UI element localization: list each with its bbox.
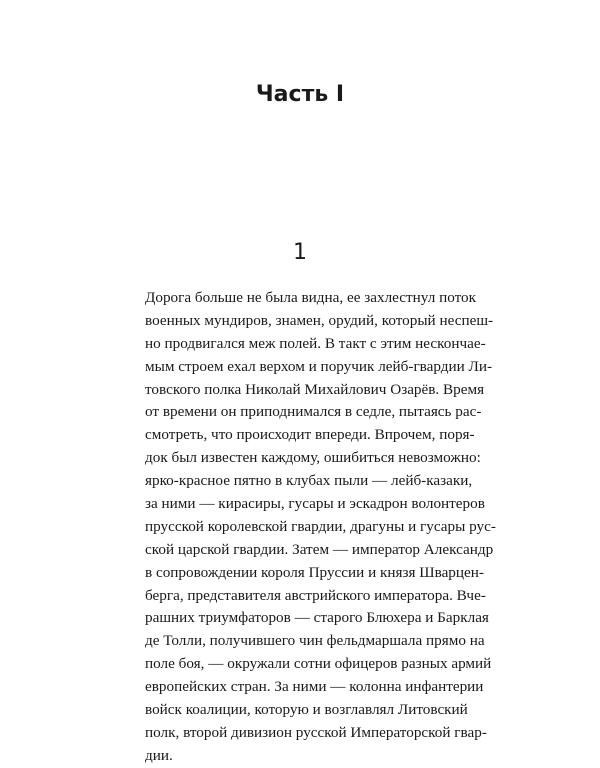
text-line: де Толли, получившего чин фельдмаршала прямо на <box>145 632 485 650</box>
text-line: дии. <box>145 746 173 764</box>
chapter-number: 1 <box>293 240 307 265</box>
text-line: за ними — кирасиры, гусары и эскадрон волонтеров <box>145 495 485 513</box>
text-line: поле боя, — окружали сотни офицеров разных армий <box>145 655 492 673</box>
part-title: Часть I <box>255 82 345 107</box>
text-line: смотреть, что происходит впереди. Впрочем, поря- <box>145 426 475 444</box>
text-line: товского полка Николай Михайлович Озарёв. Время <box>145 380 485 398</box>
text-line: док был известен каждому, ошибиться невозможно: <box>145 449 481 467</box>
text-line: но продвигался меж полей. В такт с этим нескончае- <box>145 334 486 352</box>
text-line: ярко-красное пятно в клубах пыли — лейб-казаки, <box>145 472 473 490</box>
text-line: военных мундиров, знамен, орудий, который неспеш- <box>145 311 494 329</box>
text-line: прусской королевской гвардии, драгуны и гусары рус- <box>145 517 496 535</box>
text-line: европейских стран. За ними — колонна инфантерии <box>145 678 484 696</box>
text-line: ской царской гвардии. Затем — император Александр <box>145 540 494 558</box>
body-paragraph <box>145 287 496 768</box>
text-line: войск коалиции, которую и возглавлял Литовский <box>145 701 468 719</box>
text-line: рашних триумфаторов — старого Блюхера и Барклая <box>145 609 489 627</box>
text-line: берга, представителя австрийского императора. Вче- <box>145 586 486 604</box>
text-line: полк, второй дивизион русской Императорской гвар- <box>145 723 487 741</box>
text-line: в сопровождении короля Пруссии и князя Шварцен- <box>145 563 484 581</box>
text-line: мым строем ехал верхом и поручик лейб-гвардии Ли- <box>145 357 493 375</box>
text-line: от времени он приподнимался в седле, пытаясь рас- <box>145 403 482 421</box>
text-line: Дорога больше не была видна, ее захлестнул поток <box>145 289 477 306</box>
